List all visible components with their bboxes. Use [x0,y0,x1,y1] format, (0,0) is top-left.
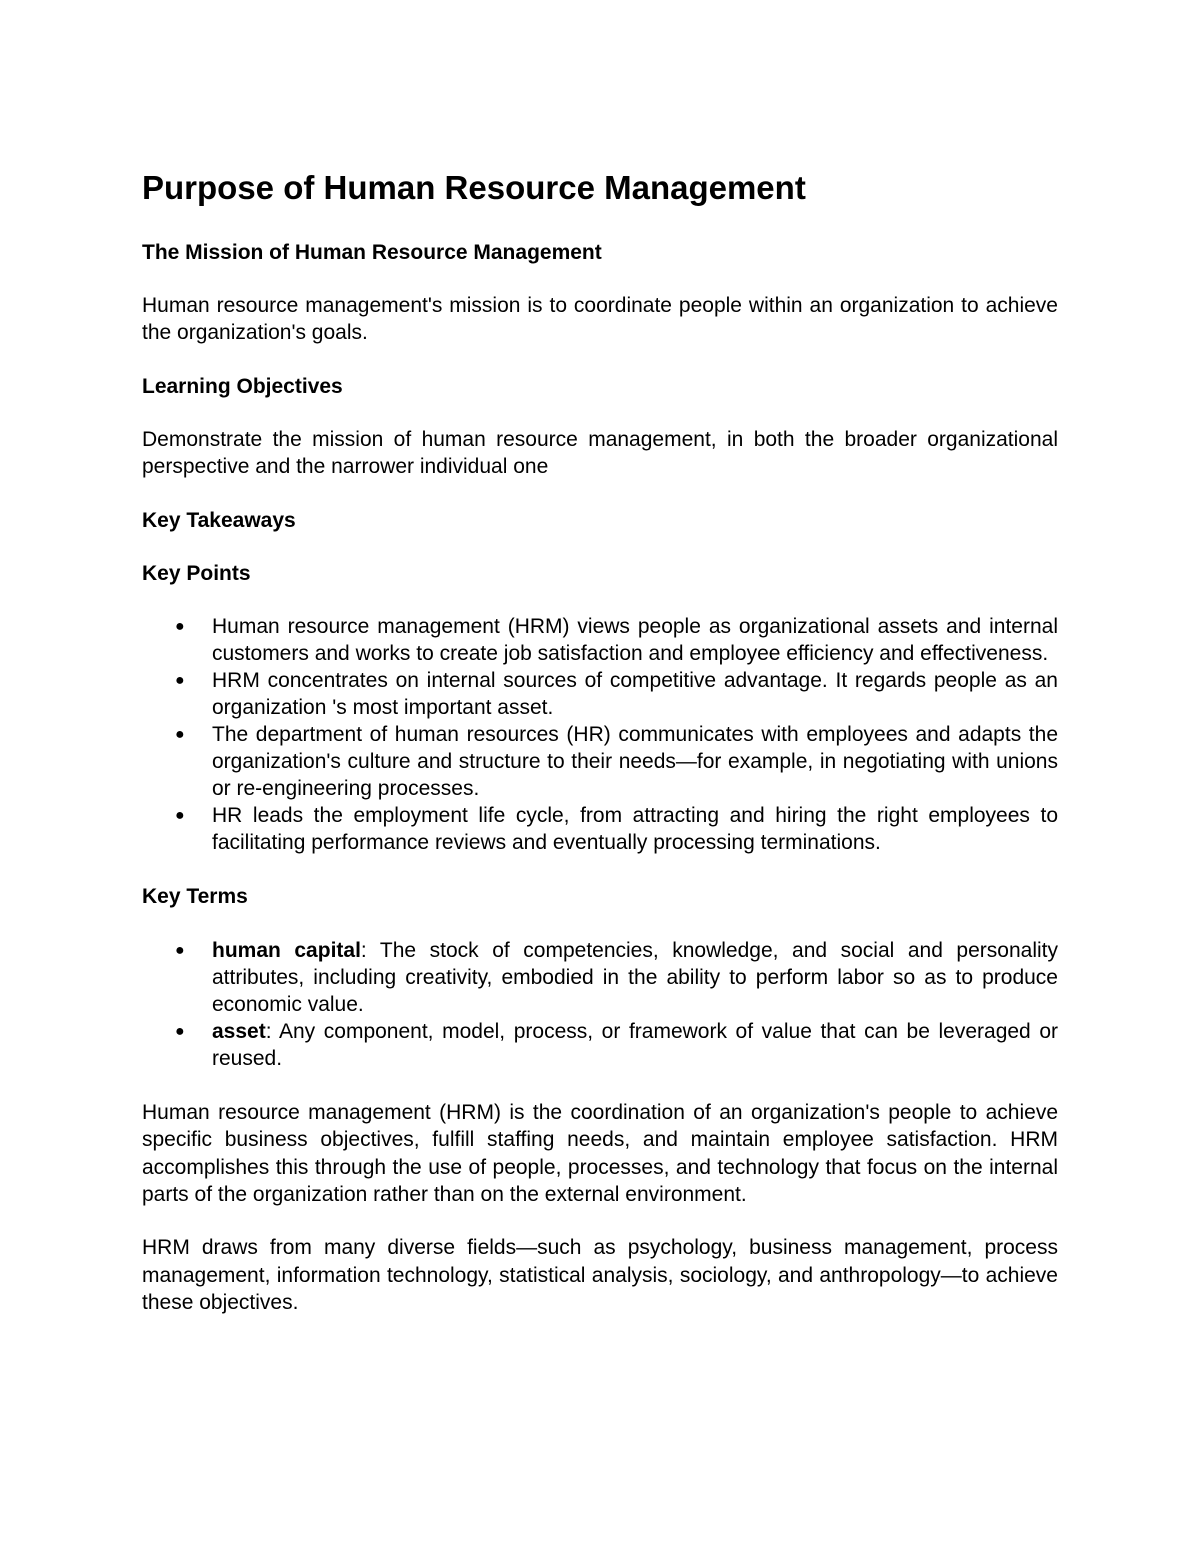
bullet-dot-icon: ● [175,941,185,959]
key-point-text: Human resource management (HRM) views people as organizational assets and internal customers and works to create job satisfaction and employee efficiency and effectiveness. [212,615,1058,666]
key-point-item [175,721,1058,802]
key-point-text: The department of human resources (HR) communicates with employees and adapts the organization's culture and structure to their needs—for example, in negotiating with unions or re-engineering processes. [212,723,1058,801]
bullet-dot-icon: ● [175,1022,185,1040]
key-point-item [175,667,1058,721]
key-points-heading: Key Points [142,562,251,586]
key-point-item [175,613,1058,667]
page-title: Purpose of Human Resource Management [142,169,806,206]
key-point-text: HR leads the employment life cycle, from attracting and hiring the right employees to facilitating performance reviews and eventually processing terminations. [212,804,1058,855]
bullet-dot-icon: ● [175,726,185,744]
key-term-item [175,937,1058,1018]
key-takeaways-heading: Key Takeaways [142,508,296,532]
key-term-item [175,1018,1058,1072]
key-point-item [175,802,1058,856]
mission-paragraph: Human resource management's mission is to coordinate people within an organization to achieve the organization's goals. [142,293,1058,345]
bullet-dot-icon: ● [175,807,185,825]
bullet-dot-icon: ● [175,672,185,690]
learning-objectives-heading: Learning Objectives [142,374,343,398]
key-term-definition: : The stock of competencies, knowledge, and social and personality attributes, including creativity, embodied in the ability to perform labor so as to produce economic value. [212,938,1058,1016]
key-points-list [142,613,1058,856]
body-paragraph: HRM draws from many diverse fields—such as psychology, business management, process management, information technology, statistical analysis, sociology, and anthropology—to achieve these objectives. [142,1236,1058,1315]
key-terms-list [142,937,1058,1072]
key-terms-heading: Key Terms [142,885,248,909]
learning-objectives-paragraph: Demonstrate the mission of human resource management, in both the broader organizational perspective and the narrower individual one [142,428,1058,479]
key-point-text: HRM concentrates on internal sources of competitive advantage. It regards people as an organization 's most important asset. [212,669,1058,720]
key-term-definition: : Any component, model, process, or framework of value that can be leveraged or reused. [212,1019,1058,1070]
body-paragraph: Human resource management (HRM) is the coordination of an organization's people to achieve specific business objectives, fulfill staffing needs, and maintain employee satisfaction. HRM accomplishes this through the use of people, processes, and technology that focus on the internal parts of the organization rather than on the external environment. [142,1100,1058,1206]
mission-heading: The Mission of Human Resource Management [142,240,602,264]
bullet-dot-icon: ● [175,618,185,636]
key-term-name: human capital [212,938,361,962]
key-term-name: asset [212,1019,266,1043]
